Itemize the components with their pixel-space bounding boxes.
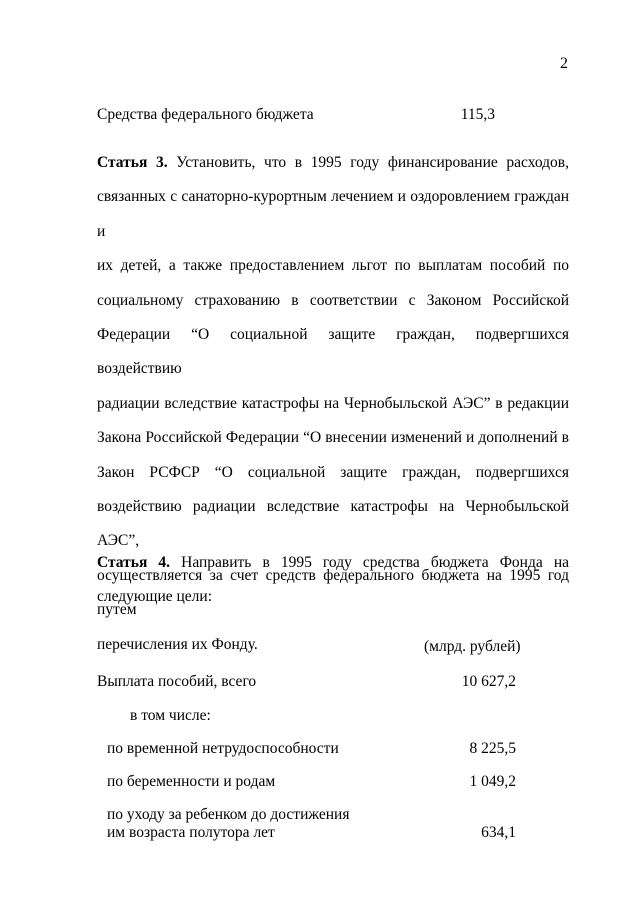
table-including-label: в том числе: [130, 707, 211, 724]
table-row-value: 634,1 [481, 824, 516, 841]
table-unit: (млрд. рублей) [424, 638, 521, 655]
table-total-value: 10 627,2 [461, 673, 516, 690]
article-3-line: Закон РСФСР “О социальной защите граждан, подвергшихся [97, 463, 569, 481]
article-3-line: связанных с санаторно-курортным лечением и оздоровлением граждан и [97, 188, 569, 240]
article-3-line: их детей, а также предоставлением льгот по выплатам пособий по [97, 257, 569, 275]
article-3-heading: Статья 3. [97, 154, 168, 171]
table-row-label-line1: по уходу за ребенком до достижения [107, 806, 350, 823]
table-row-label: по беременности и родам [107, 773, 276, 790]
budget-line-value: 115,3 [460, 106, 495, 123]
article-4-line: Статья 4. Направить в 1995 году средства бюджета Фонда на [97, 554, 569, 571]
budget-line-label: Средства федерального бюджета [97, 106, 314, 123]
article-3-line: Федерации “О социальной защите граждан, подвергшихся воздействию [97, 326, 569, 378]
article-4-heading: Статья 4. [97, 554, 171, 571]
article-3-line: Закона Российской Федерации “О внесении изменений и дополнений в [97, 429, 569, 447]
table-row-label-line2: им возраста полутора лет [107, 824, 275, 841]
table-total-label: Выплата пособий, всего [97, 673, 257, 690]
article-3-line: осуществляется за счет средств федерального бюджета на 1995 год путем [97, 566, 569, 619]
page-number: 2 [560, 55, 568, 72]
article-4-paragraph [97, 546, 569, 615]
article-3-line: Статья 3. Установить, что в 1995 году финансирование расходов, [97, 154, 569, 171]
article-3-line: воздействию радиации вследствие катастрофы на Чернобыльской АЭС”, [97, 498, 569, 550]
article-3-line: социальному страхованию в соответствии с Законом Российской [97, 291, 569, 309]
article-4-line: следующие цели: [97, 588, 213, 606]
table-row-value: 8 225,5 [469, 740, 516, 757]
article-3-line: радиации вследствие катастрофы на Чернобыльской АЭС” в редакции [97, 394, 569, 412]
table-row-value: 1 049,2 [469, 773, 516, 790]
article-3-line: перечисления их Фонду. [97, 635, 258, 653]
table-row-label: по временной нетрудоспособности [107, 740, 339, 757]
